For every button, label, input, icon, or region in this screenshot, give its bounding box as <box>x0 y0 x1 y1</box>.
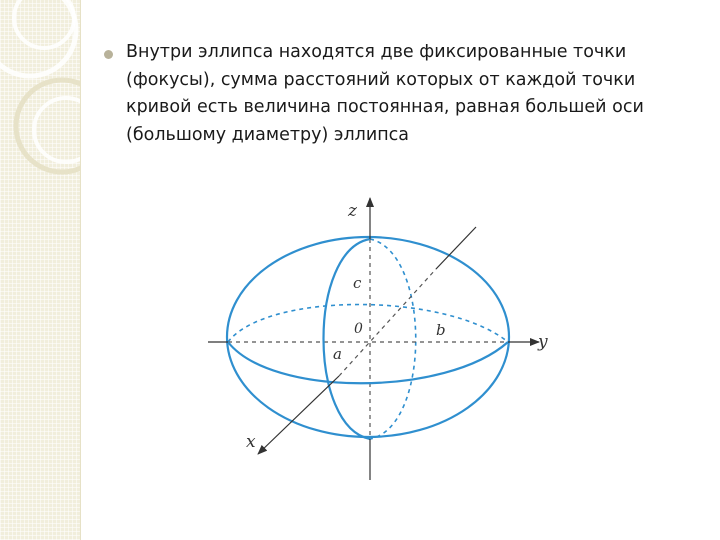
meridian-front <box>324 239 371 439</box>
meridian-back-dashed <box>370 239 416 439</box>
label-a: a <box>333 345 342 363</box>
bullet-line-1: Внутри эллипса находятся две фиксированные точки <box>126 42 627 62</box>
decorative-side-band <box>0 0 81 540</box>
bullet-marker <box>104 50 113 59</box>
ellipsoid-outline <box>227 237 509 437</box>
x-axis <box>258 376 339 454</box>
axis-x-label: x <box>246 432 256 452</box>
decorative-circles <box>0 0 80 540</box>
equator-front <box>228 342 508 383</box>
label-origin: 0 <box>354 321 363 337</box>
bullet-text <box>126 39 694 149</box>
label-b: b <box>436 321 446 339</box>
bullet-line-4: (большому диаметру) эллипса <box>126 124 410 145</box>
bullet-line-2: (фокусы), сумма расстояний которых от каждой точки <box>126 69 636 90</box>
ellipsoid-diagram <box>196 192 566 492</box>
axis-y-label: y <box>538 332 548 352</box>
equator-back-dashed <box>228 305 508 343</box>
x-axis-top <box>436 227 476 269</box>
bullet-list <box>104 39 694 149</box>
label-c: c <box>353 274 362 292</box>
bullet-line-3: кривой есть величина постоянная, равная большей оси <box>126 97 644 117</box>
axis-z-label: z <box>348 201 357 221</box>
